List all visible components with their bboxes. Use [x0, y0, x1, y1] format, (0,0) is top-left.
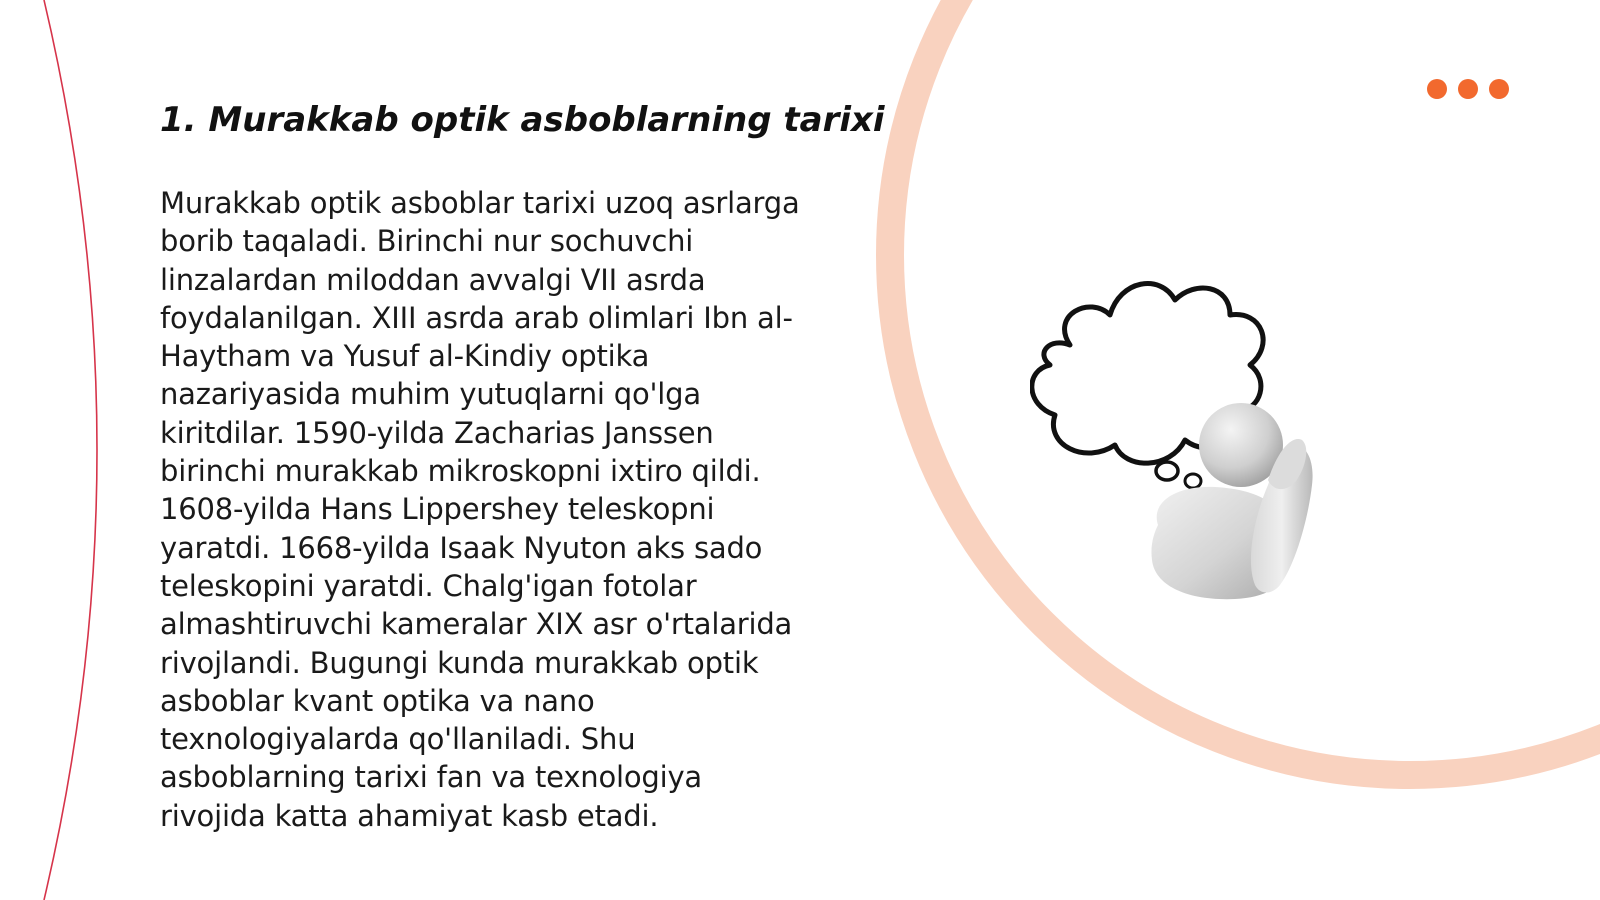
body-line: 1608-yilda Hans Lippershey teleskopni [160, 492, 715, 527]
body-line: yaratdi. 1668-yilda Isaak Nyuton aks sado [160, 530, 763, 565]
dot [1489, 79, 1509, 99]
body-line: foydalanilgan. XIII asrda arab olimlari Ibn al- [160, 300, 793, 335]
body-line: teleskopini yaratdi. Chalg'igan fotolar [160, 568, 697, 603]
left-curve-line [44, 0, 97, 900]
body-line: almashtiruvchi kameralar XIX asr o'rtalarida [160, 607, 793, 642]
body-line: asboblarning tarixi fan va texnologiya [160, 760, 702, 795]
dot [1427, 79, 1447, 99]
body-line: Murakkab optik asboblar tarixi uzoq asrlarga [160, 186, 800, 220]
body-line: linzalardan miloddan avvalgi VII asrda [160, 262, 706, 297]
dot [1458, 79, 1478, 99]
body-paragraph [160, 184, 840, 835]
body-line: asboblar kvant optika va nano [160, 683, 595, 718]
thinking-person-with-thought-bubble-icon [1030, 275, 1350, 615]
decorative-dots [1427, 79, 1509, 99]
body-line: nazariyasida muhim yutuqlarni qo'lga [160, 377, 701, 412]
body-line: rivojida katta ahamiyat kasb etadi. [160, 798, 659, 833]
slide-title: 1. Murakkab optik asboblarning tarixi [160, 100, 885, 140]
body-line: birinchi murakkab mikroskopni ixtiro qildi. [160, 454, 761, 489]
body-line: Haytham va Yusuf al-Kindiy optika [160, 339, 650, 374]
body-line: texnologiyalarda qo'llaniladi. Shu [160, 722, 636, 757]
body-line: borib taqaladi. Birinchi nur sochuvchi [160, 224, 694, 259]
body-line: rivojlandi. Bugungi kunda murakkab optik [160, 645, 759, 680]
body-line: kiritdilar. 1590-yilda Zacharias Janssen [160, 415, 714, 450]
